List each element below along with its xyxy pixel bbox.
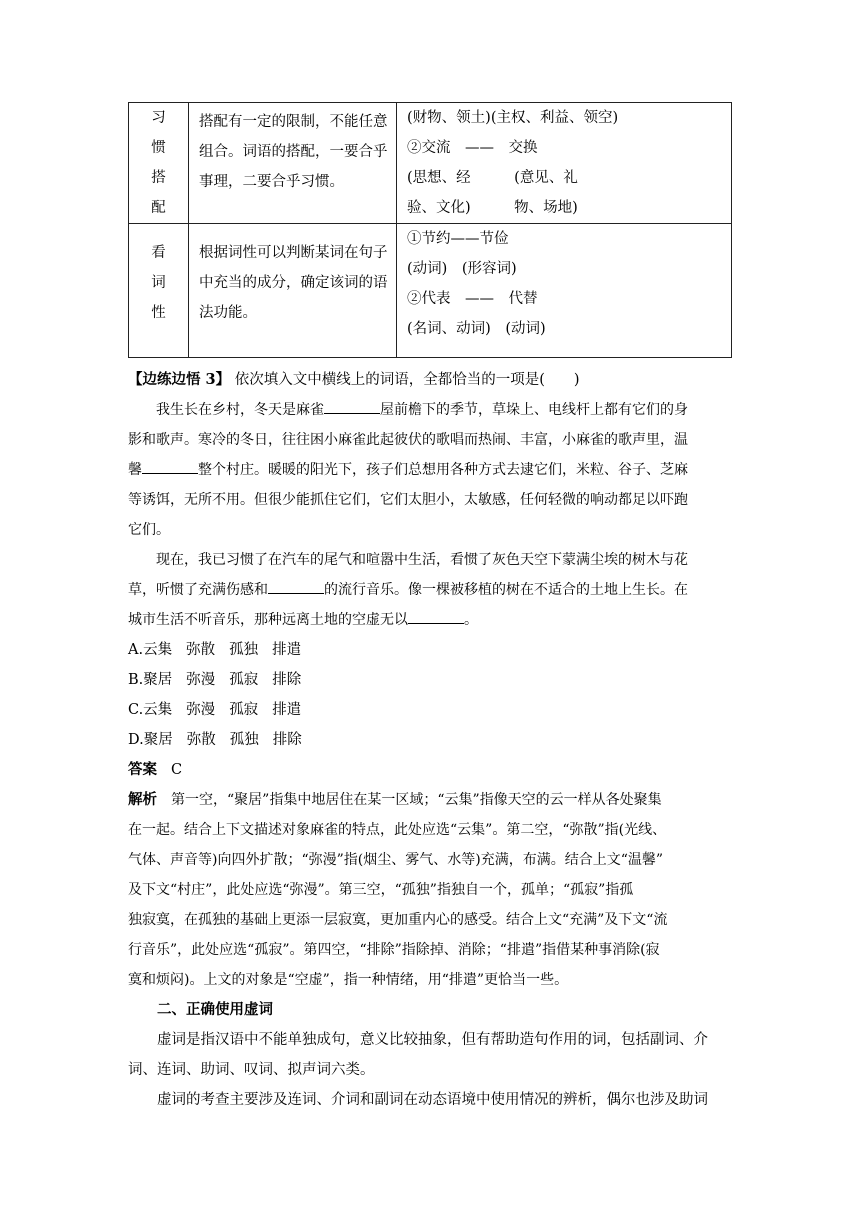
answer-line: 答案 C bbox=[128, 761, 183, 778]
section-paragraph-2: 虚词的考查主要涉及连词、介词和副词在动态语境中使用情况的辨析，偶尔也涉及助词 bbox=[157, 1092, 708, 1108]
fill-blank-3 bbox=[268, 579, 324, 594]
option-a: A.云集 弥散 孤独 排遣 bbox=[128, 642, 302, 658]
table-row bbox=[129, 224, 732, 358]
exercise-question: 【边练边悟 3】 依次填入文中横线上的词语，全都恰当的一项是( ) bbox=[128, 371, 580, 388]
word-usage-table bbox=[128, 102, 732, 358]
option-c: C.云集 弥漫 孤寂 排遣 bbox=[128, 702, 302, 718]
fill-blank-4 bbox=[408, 609, 464, 624]
examples-cell: ①节约——节俭 (动词) (形容词) ②代表 —— 代替 (名词、动词) (动词) bbox=[397, 224, 732, 358]
examples-cell: (财物、领土)(主权、利益、领空) ②交流 —— 交换 (思想、经 (意见、礼 验、文化) 物、场地) bbox=[397, 103, 732, 224]
section-heading: 二、正确使用虚词 bbox=[157, 1001, 273, 1018]
analysis-block: 解析 第一空，“聚居”指集中地居住在某一区域；“云集”指像天空的云一样从各处聚集 在一起。结合上下文描述对象麻雀的特点，此处应选“云集”。第二空，“弥散”指(光线、 气体、声音等)向四外扩散；“弥漫”指(烟尘、雾气、水等)充满，布满。结合上文“温馨” 及下文“村庄”，此处应选“弥漫”。第三空，“孤独”指独自一个，孤单；“孤寂”指孤 独寂寞，在孤独的基础上更添一层寂寞，更加重内心的感受。结合上文“充满”及下文“流 行音乐”，此处应选“孤寂”。第四空，“排除”指除掉、消除；“排遣”指借某种事消除(寂 寞和烦闷)。上文的对象是“空虚”，指一种情绪，用“排遣”更恰当一些。 bbox=[128, 791, 668, 988]
category-cell: 习 惯 搭 配 bbox=[129, 103, 189, 224]
explanation-cell: 搭配有一定的限制，不能任意组合。词语的搭配，一要合乎事理，二要合乎习惯。 bbox=[189, 103, 397, 224]
section-paragraph-1: 虚词是指汉语中不能单独成句，意义比较抽象，但有帮助造句作用的词，包括副词、介 词、连词、助词、叹词、拟声词六类。 bbox=[128, 1032, 708, 1078]
passage-paragraph-2: 现在，我已习惯了在汽车的尾气和喧嚣中生活，看惯了灰色天空下蒙满尘埃的树木与花 草，听惯了充满伤感和 的流行音乐。像一棵被移植的树在不适合的土地上生长。在 城市生活不听音乐，那种远离土地的空虚无以 。 bbox=[128, 552, 688, 628]
document-body bbox=[128, 365, 736, 1115]
option-d: D.聚居 弥散 孤独 排除 bbox=[128, 732, 302, 748]
passage-paragraph-1: 我生长在乡村，冬天是麻雀 屋前檐下的季节，草垛上、电线杆上都有它们的身 影和歌声。寒冷的冬日，往往困小麻雀此起彼伏的歌唱而热闹、丰富，小麻雀的歌声里，温 馨 整个村庄。暖暖的阳光下，孩子们总想用各种方式去逮它们，米粒、谷子、芝麻 等诱饵，无所不用。但很少能抓住它们，它们太胆小，太敏感，任何轻微的响动都足以吓跑 它们。 bbox=[128, 395, 736, 545]
fill-blank-1 bbox=[324, 399, 380, 414]
fill-blank-2 bbox=[142, 459, 198, 474]
table-row bbox=[129, 103, 732, 224]
exercise-label: 【边练边悟 3】 bbox=[128, 371, 231, 388]
option-b: B.聚居 弥漫 孤寂 排除 bbox=[128, 672, 302, 688]
category-cell: 看 词 性 bbox=[129, 224, 189, 358]
explanation-cell: 根据词性可以判断某词在句子中充当的成分，确定该词的语法功能。 bbox=[189, 224, 397, 358]
options-list bbox=[128, 635, 736, 755]
